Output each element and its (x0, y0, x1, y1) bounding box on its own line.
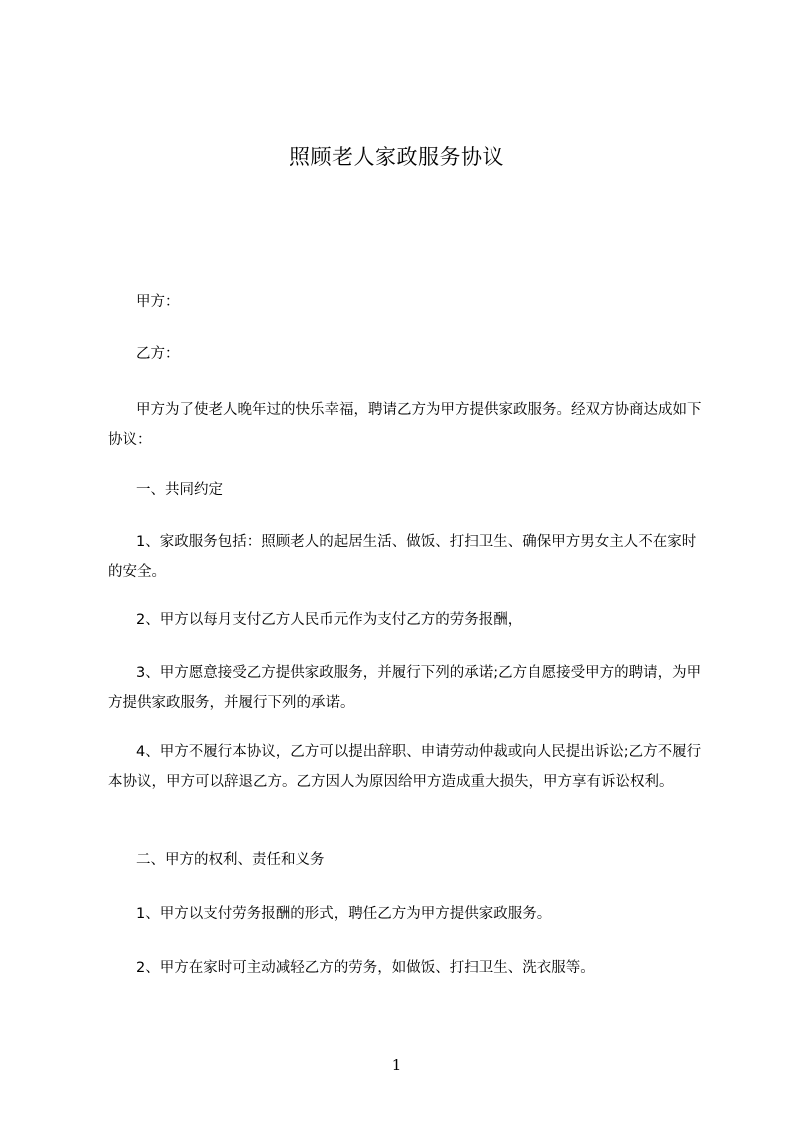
clause-1-1: 1、家政服务包括：照顾老人的起居生活、做饭、打扫卫生、确保甲方男女主人不在家时的安全。 (108, 534, 697, 580)
clause-2-1: 1、甲方以支付劳务报酬的形式，聘任乙方为甲方提供家政服务。 (136, 906, 552, 922)
section-heading-party-a-rights: 二、甲方的权利、责任和义务 (136, 852, 325, 868)
preamble-paragraph: 甲方为了使老人晚年过的快乐幸福，聘请乙方为甲方提供家政服务。经双方协商达成如下协议： (108, 402, 702, 448)
document-title: 照顾老人家政服务协议 (289, 145, 504, 169)
clause-1-4: 4、甲方不履行本协议，乙方可以提出辞职、申请劳动仲裁或向人民提出诉讼;乙方不履行本协议，甲方可以辞退乙方。乙方因人为原因给甲方造成重大损失，甲方享有诉讼权利。 (108, 744, 702, 790)
page-number: 1 (391, 1056, 402, 1074)
clause-2-2: 2、甲方在家时可主动减轻乙方的劳务，如做饭、打扫卫生、洗衣服等。 (136, 960, 595, 976)
clause-1-2: 2、甲方以每月支付乙方人民币元作为支付乙方的劳务报酬， (136, 612, 523, 628)
party-b-line: 乙方： (136, 346, 180, 362)
section-heading-common-agreement: 一、共同约定 (136, 482, 223, 498)
party-a-line: 甲方： (136, 294, 180, 310)
clause-1-3: 3、甲方愿意接受乙方提供家政服务，并履行下列的承诺;乙方自愿接受甲方的聘请，为甲方提供家政服务，并履行下列的承诺。 (108, 665, 702, 711)
